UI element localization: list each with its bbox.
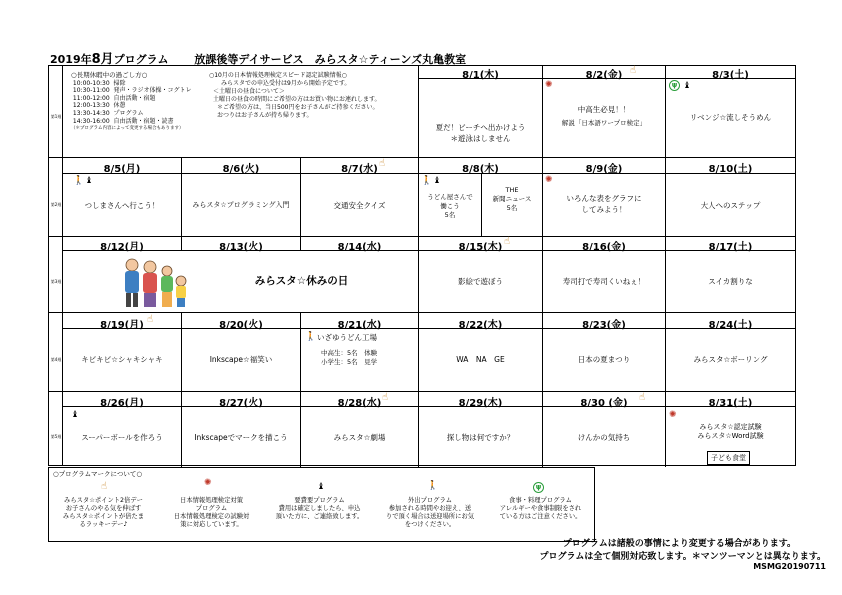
title-year: 2019年 (50, 53, 92, 66)
hand-icon: ☝ (630, 65, 637, 76)
col-divider (300, 312, 301, 467)
program-text: THE (505, 186, 519, 194)
program-text: 新聞ニュース (492, 195, 532, 203)
program-text: 解説「日本語ワープロ検定」 (561, 119, 647, 127)
legend-item: 食事・料理プログラム アレルギーや食事制限をされ ている方はご注意ください。 (499, 497, 582, 520)
week-label: 第4週 (50, 357, 62, 362)
program-text: みらスタ☆Word試験 (697, 432, 764, 440)
kids-cafeteria-badge: 子ども食堂 (707, 451, 750, 465)
program-cell (311, 332, 411, 367)
program-text: 寿司打で寿司くいねぇ！ (562, 277, 646, 286)
legend-item: 要費要プログラム 費用は確定しましたら、申込 頂いた方に、ご連絡致します。 (275, 497, 364, 520)
footer-note: プログラムは全て個別対応致します。＊マンツーマンとは異なります。 (539, 552, 826, 562)
holiday-banner: みらスタ☆休みの日 (254, 275, 349, 287)
footer-note: プログラムは諸般の事情により変更する場合があります。 (562, 539, 796, 549)
notice-line: ＊ご希望の方は、当日500円をお子さんがご持参ください。 (217, 104, 379, 111)
week-column (49, 66, 63, 465)
program-text: 中高生：5名 体験 (321, 349, 378, 357)
notice-line: ＜土曜日の昼食について＞ (213, 88, 285, 95)
hand-icon: ☝ (639, 392, 646, 403)
hand-icon: ☝ (101, 481, 108, 492)
summer-schedule-title: ○長期休暇中の過ごし方○ (71, 71, 148, 79)
date-cell: 8/3(土) (712, 70, 749, 81)
program-text: 5名 (444, 211, 456, 219)
date-cell: 8/7(水) (341, 164, 378, 175)
money-bag-icon: ♝ (71, 410, 80, 420)
doc-code: MSMG20190711 (753, 562, 826, 571)
stamp-icon: ✺ (545, 175, 553, 185)
schedule-row: 14:30-16:00 自由活動・宿題・読書 (72, 117, 174, 125)
program-text: つしまさんへ行こう！ (84, 201, 160, 210)
hand-icon: ☝ (379, 158, 386, 169)
program-text: Inkscape☆福笑い (209, 355, 273, 364)
program-text: 交通安全クイズ (333, 201, 386, 210)
program-text: 5名 (506, 204, 518, 212)
program-text: けんかの気持ち (577, 433, 631, 442)
legend-title: ○プログラムマークについて○ (53, 470, 143, 478)
week-label: 第3週 (50, 279, 62, 284)
legend-item: 外出プログラム 参加される時間やお迎え、送 りで頂く場合は送迎場所にお気 をつけください。 (385, 497, 475, 528)
program-cell (419, 193, 481, 220)
meal-icon: ψ (669, 80, 680, 91)
row-divider (49, 312, 795, 313)
money-bag-icon: ♝ (317, 482, 326, 492)
date-cell: 8/26(月) (100, 398, 144, 409)
program-text: WA NA GE (456, 355, 505, 364)
date-cell: 8/16(金) (582, 242, 626, 253)
row-divider (49, 236, 795, 237)
date-cell: 8/19(月) (100, 320, 144, 331)
walker-icon: 🚶 (305, 332, 317, 342)
date-cell: 8/28(水) (337, 398, 382, 409)
legend-item: みらスタ☆ポイント2倍デー お子さんのやる気を伸ばす みらスタ☆ポイントが倍たま るラッキーデー♪ (62, 497, 145, 528)
date-cell: 8/6(火) (222, 164, 260, 175)
date-cell: 8/31(土) (708, 398, 753, 409)
program-text: みらスタ☆認定試験 (699, 423, 762, 431)
program-text: みらスタ☆プログラミング入門 (192, 201, 290, 209)
money-bag-icon: ♝ (683, 81, 692, 91)
notice-line: ○10月の日本情報処理検定スピード認定試験情報○ (209, 72, 347, 79)
program-cell (543, 193, 665, 215)
money-bag-icon: ♝ (433, 176, 442, 186)
notice-box (209, 72, 419, 120)
notice-line: おつりはお子さんが持ち帰ります。 (217, 112, 313, 119)
notice-line: 土曜日の昼食の時間にご希望の方はお買い物にお連れします。 (213, 96, 381, 103)
title-program: プログラム (113, 53, 169, 66)
schedule-row: 10:00-10:30 掃除 (72, 79, 126, 87)
program-text: 小学生：5名 見学 (321, 358, 378, 366)
program-text: いろんな表をグラフに (566, 194, 642, 203)
program-text: 夏だ！ビーチへ出かけよう (435, 123, 526, 132)
facility-name: 放課後等デイサービス みらスタ☆ティーンズ丸亀教室 (194, 53, 467, 66)
hand-icon: ☝ (382, 392, 389, 403)
date-cell: 8/24(土) (708, 320, 753, 331)
notice-line: みらスタでの申込受付は9月から開始予定です。 (221, 80, 351, 87)
program-text: みらスタ☆劇場 (333, 433, 386, 442)
date-cell: 8/30 (金) (580, 398, 628, 409)
program-text: キビキビ☆シャキシャキ (81, 355, 163, 364)
summer-schedule (71, 72, 211, 133)
program-text: 探し物は何ですか？ (446, 433, 515, 442)
date-cell: 8/10(土) (708, 164, 753, 175)
date-cell: 8/29(木) (458, 398, 503, 409)
program-cell (543, 104, 665, 129)
schedule-row: 11:00-12:00 自由活動・宿題 (72, 94, 156, 102)
program-text: 中高生必見！！ (577, 105, 631, 114)
schedule-note: （＊プログラム内容によって変更する場合もあります） (71, 126, 184, 132)
program-text: 日本の夏まつり (577, 355, 631, 364)
program-text: してみよう！ (581, 205, 627, 214)
program-cell (419, 122, 542, 144)
date-cell: 8/23(金) (582, 320, 626, 331)
row-divider (49, 157, 795, 158)
family-illustration (120, 255, 190, 309)
col-divider (418, 312, 419, 467)
title-month: 8月 (91, 52, 114, 67)
program-text: 影絵で遊ぼう (458, 277, 503, 286)
schedule-row: 10:30-11:00 発声・ラジオ体操・コグトレ (72, 87, 192, 95)
date-cell: 8/20(火) (219, 320, 263, 331)
walker-icon: 🚶 (73, 176, 85, 186)
date-cell: 8/22(木) (458, 320, 503, 331)
schedule-row: 13:30-14:30 プログラム (72, 109, 144, 117)
col-divider (542, 312, 543, 467)
money-bag-icon: ♝ (85, 176, 94, 186)
date-cell: 8/1(木) (462, 70, 499, 81)
date-cell: 8/17(土) (708, 242, 753, 253)
week-label: 第1週 (50, 114, 62, 119)
hand-icon: ☝ (147, 314, 154, 325)
date-cell: 8/5(月) (103, 164, 141, 175)
date-cell: 8/21(水) (337, 320, 382, 331)
meal-icon: ψ (533, 482, 544, 493)
walker-icon: 🚶 (427, 481, 439, 491)
program-cell (666, 423, 795, 441)
date-cell: 8/15(木) (458, 242, 503, 253)
date-cell: 8/27(火) (219, 398, 263, 409)
program-text: うどん屋さんで (427, 193, 473, 201)
program-text: スイカ割りな (708, 277, 753, 286)
hand-icon: ☝ (504, 236, 511, 247)
week-label: 第5週 (50, 434, 62, 439)
program-text: Inkscapeでマークを描こう (194, 433, 288, 442)
date-cell: 8/13(火) (219, 242, 263, 253)
program-text: 働こう (440, 202, 460, 210)
stamp-icon: ✺ (204, 478, 212, 488)
stamp-icon: ✺ (669, 410, 677, 420)
program-text: ＊遊泳はしません (450, 134, 511, 143)
stamp-icon: ✺ (545, 80, 553, 90)
program-text: スーパーボールを作ろう (81, 433, 163, 442)
schedule-row: 12:00-13:30 休憩 (72, 102, 126, 110)
program-text: 大人へのステップ (700, 201, 761, 210)
program-text: いざゆうどん工場 (317, 333, 377, 342)
program-cell (482, 186, 542, 213)
row-divider (49, 391, 795, 392)
program-text: リベンジ☆流しそうめん (689, 113, 772, 122)
col-divider (181, 312, 182, 467)
date-cell: 8/14(水) (337, 242, 382, 253)
date-cell: 8/8(木) (462, 164, 499, 175)
program-text: みらスタ☆ボーリング (693, 355, 768, 364)
date-cell: 8/9(金) (585, 164, 623, 175)
col-divider (665, 312, 666, 467)
date-cell: 8/2(金) (585, 70, 623, 81)
walker-icon: 🚶 (421, 176, 433, 186)
legend-box (48, 467, 595, 542)
week-label: 第2週 (50, 202, 62, 207)
legend-item: 日本情報処理検定対策 プログラム 日本情報処理検定の試験対 策に対応しています。 (173, 497, 250, 528)
date-cell: 8/12(月) (100, 242, 144, 253)
